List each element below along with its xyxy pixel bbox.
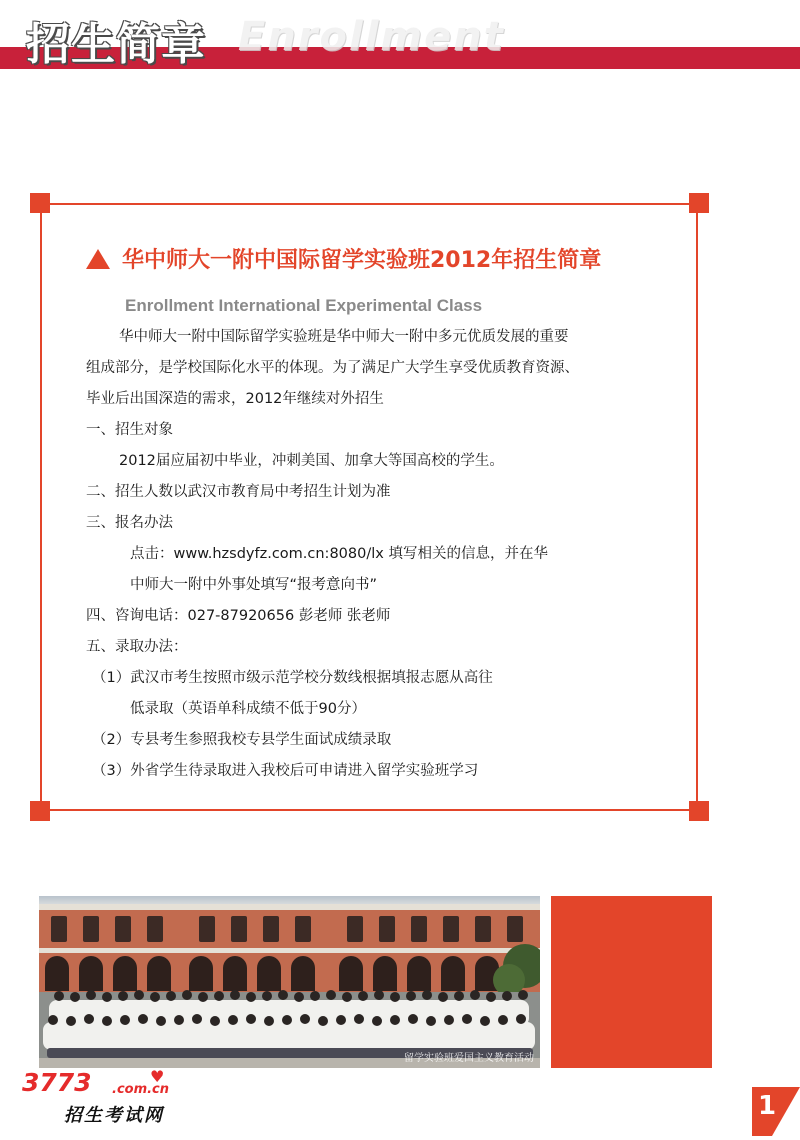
site-logo-subtitle: 招生考试网 (64, 1105, 164, 1126)
intro-line: 华中师大一附中国际留学实验班是华中师大一附中多元优质发展的重要 (119, 329, 569, 345)
section-heading: 三、报名办法 (86, 515, 173, 531)
site-logo-number: 3773 (22, 1068, 92, 1097)
heart-icon: ♥ (150, 1067, 165, 1086)
section-heading: 四、咨询电话：027-87920656 彭老师 张老师 (86, 608, 391, 624)
frame-corner-top-left (30, 193, 50, 213)
section-text: 中师大一附中外事处填写“报考意向书” (130, 577, 378, 593)
frame-corner-top-right (689, 193, 709, 213)
article-subtitle: Enrollment International Experimental Class (125, 296, 483, 315)
photo-caption: 留学实验班爱国主义教育活动 (404, 1053, 534, 1064)
header-title-en: Enrollment (238, 14, 505, 60)
group-photo (39, 896, 540, 1068)
article-title (86, 243, 601, 274)
section-text: 点击：www.hzsdyfz.com.cn:8080/lx 填写相关的信息，并在华 (130, 546, 548, 562)
intro-line: 毕业后出国深造的需求，2012年继续对外招生 (86, 391, 384, 407)
article-title-text: 华中师大一附中国际留学实验班2012年招生简章 (122, 248, 602, 273)
page-number-badge (752, 1087, 800, 1136)
site-logo-domain: .com.cn (112, 1082, 170, 1097)
list-item: （3）外省学生待录取进入我校后可申请进入留学实验班学习 (92, 763, 479, 779)
group-photo-illustration (39, 896, 540, 1068)
intro-line: 组成部分，是学校国际化水平的体现。为了满足广大学生享受优质教育资源、 (86, 360, 579, 376)
frame-corner-bottom-right (689, 801, 709, 821)
list-item: （1）武汉市考生按照市级示范学校分数线根据填报志愿从高往 (92, 670, 493, 686)
header-title: 招生简章 (26, 19, 206, 70)
section-heading: 二、招生人数以武汉市教育局中考招生计划为准 (86, 484, 391, 500)
frame-corner-bottom-left (30, 801, 50, 821)
section-heading: 一、招生对象 (86, 422, 173, 438)
list-item-continued: 低录取（英语单科成绩不低于90分） (130, 701, 366, 717)
section-heading: 五、录取办法： (86, 639, 188, 655)
triangle-icon (86, 249, 110, 269)
page-number: 1 (758, 1091, 777, 1121)
list-item: （2）专县考生参照我校专县学生面试成绩录取 (92, 732, 392, 748)
article-body (86, 322, 686, 787)
decorative-red-block (551, 896, 712, 1068)
section-text: 2012届应届初中毕业，冲刺美国、加拿大等国高校的学生。 (119, 453, 504, 469)
